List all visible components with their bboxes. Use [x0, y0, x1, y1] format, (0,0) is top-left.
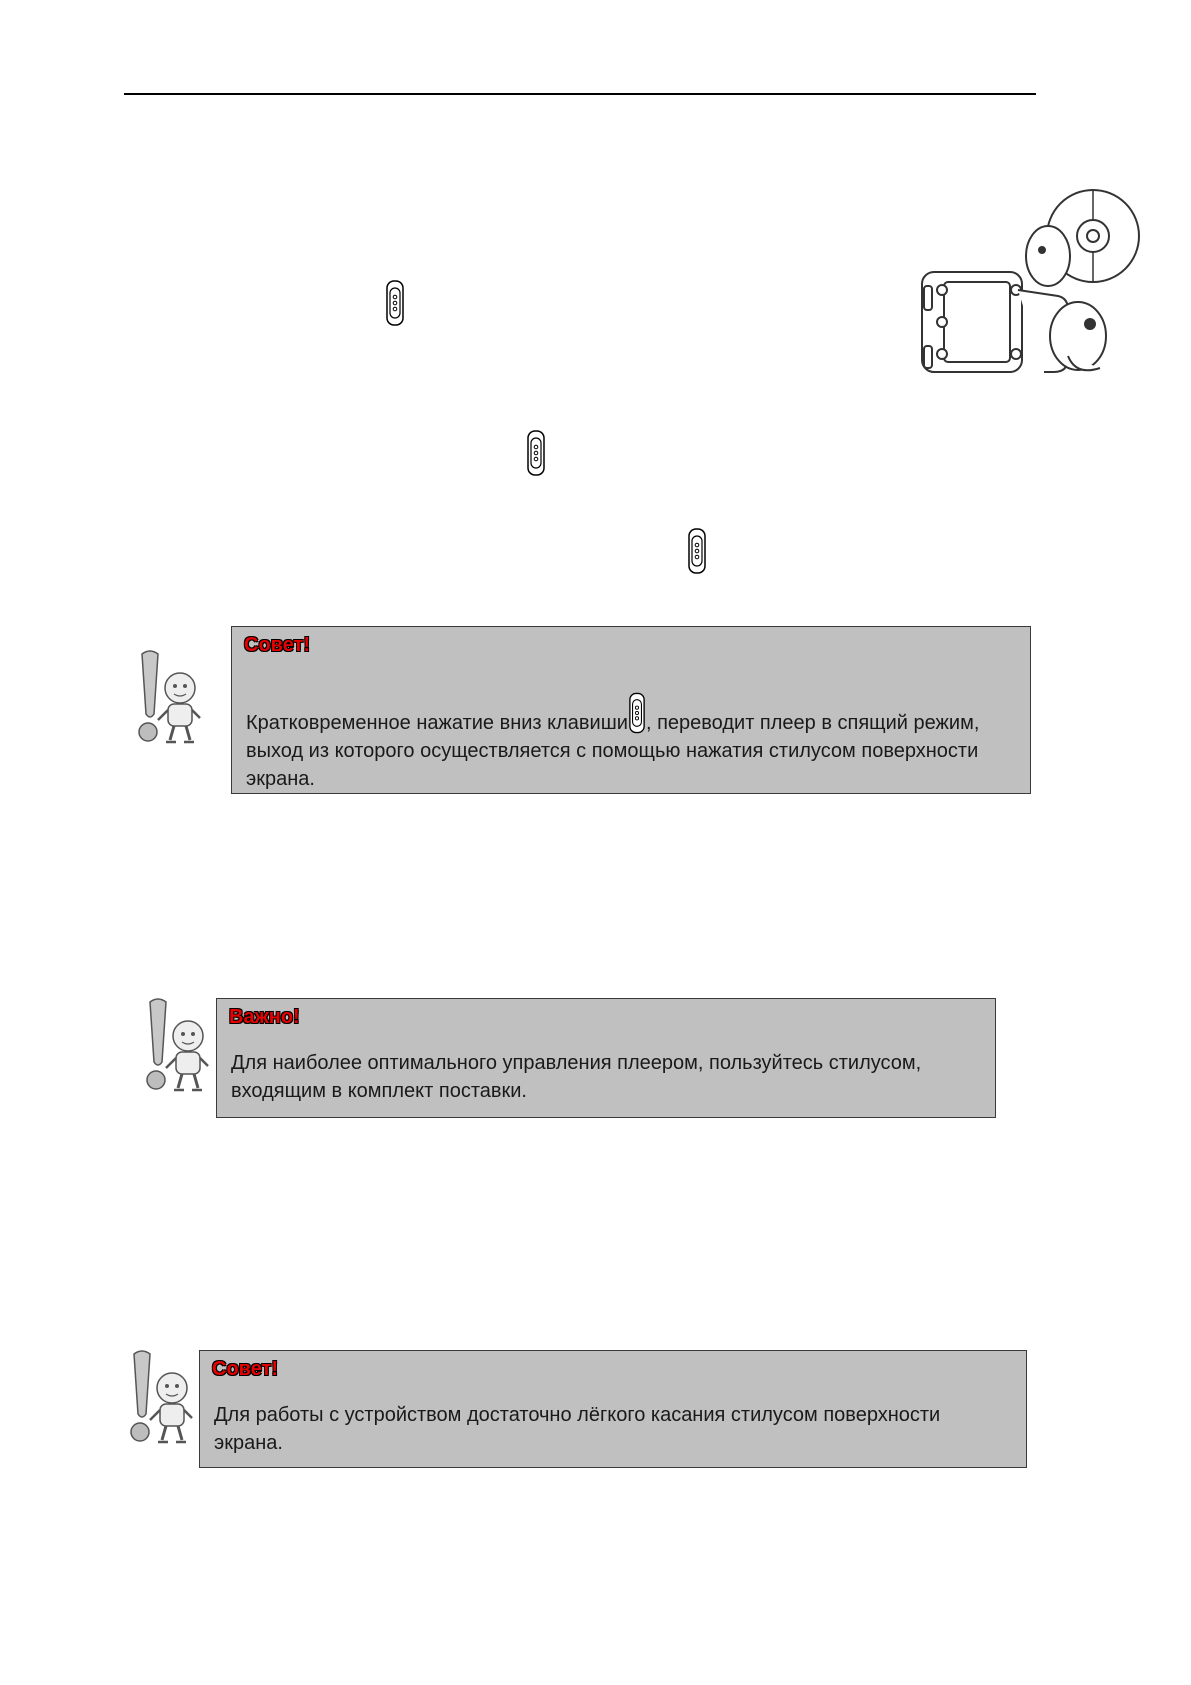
callout-body — [214, 1401, 1022, 1457]
callout-title: Совет! — [212, 1358, 279, 1380]
player-device-illustration — [918, 186, 1150, 376]
important-callout — [216, 998, 996, 1118]
tip-callout — [199, 1350, 1027, 1468]
power-key-icon — [629, 691, 645, 735]
tip-callout — [231, 626, 1031, 794]
callout-body — [246, 691, 1026, 793]
exclamation-robot-mascot-icon — [120, 1348, 200, 1446]
callout-title: Важно! — [229, 1006, 300, 1028]
callout-text: экрана. — [246, 768, 315, 790]
power-key-icon — [527, 430, 545, 476]
callout-text: Кратковременное нажатие вниз клавиши — [246, 712, 628, 734]
power-key-icon — [688, 528, 706, 574]
callout-text: выход из которого осуществляется с помощью нажатия стилусом поверхности — [246, 740, 979, 762]
callout-text: Для работы с устройством достаточно лёгкого касания стилусом поверхности — [214, 1404, 941, 1426]
exclamation-robot-mascot-icon — [136, 996, 216, 1094]
callout-body — [231, 1049, 991, 1105]
callout-title: Совет! — [244, 634, 311, 656]
power-key-icon — [386, 280, 404, 326]
exclamation-robot-mascot-icon — [128, 648, 208, 746]
callout-text: Для наиболее оптимального управления плеером, пользуйтесь стилусом, — [231, 1052, 922, 1074]
callout-text: входящим в комплект поставки. — [231, 1080, 527, 1102]
callout-text: , переводит плеер в спящий режим, — [645, 712, 980, 734]
callout-text: экрана. — [214, 1432, 283, 1454]
header-rule — [124, 93, 1036, 95]
